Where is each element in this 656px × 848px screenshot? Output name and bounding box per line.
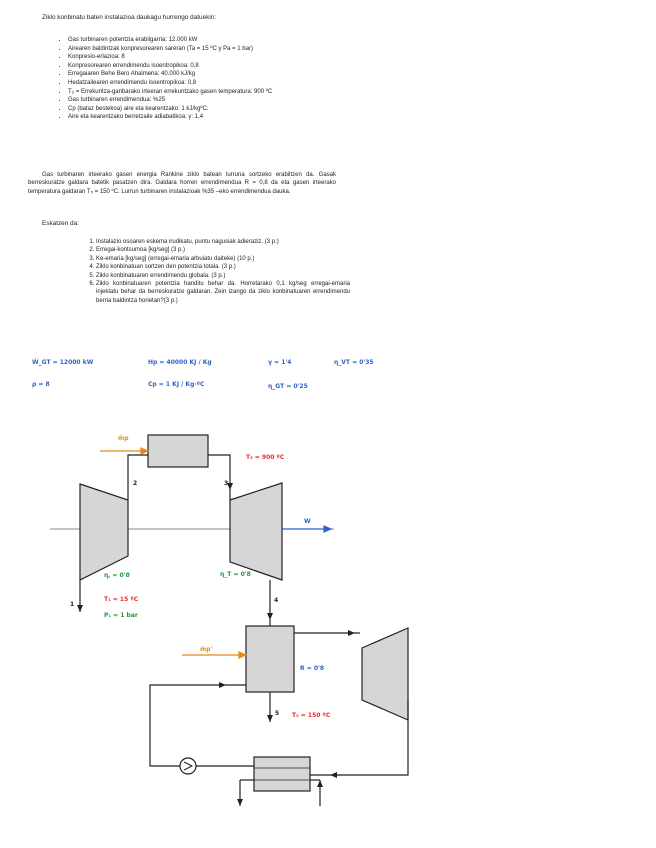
task-item: 4. Ziklo konbinatuan sortzen den potentzia totala. (3 p.) <box>96 263 350 271</box>
fuel2-arrow-head <box>239 652 246 658</box>
flow-arrow-icon <box>237 799 243 806</box>
point-3-label: 3 <box>224 480 229 487</box>
intro-text: Ziklo konbinatu baten instalazioa daukagu hurrengo datuekin: <box>42 14 217 21</box>
hrsg-shape <box>246 626 294 692</box>
line-compressor-to-chamber <box>128 455 148 500</box>
note-gas-turbine-power: Ẇ_GT = 12000 kW <box>32 359 94 366</box>
fuel-flow-label: ṁp <box>118 435 129 442</box>
note-steam-efficiency: η_VT = 0'35 <box>334 359 374 366</box>
work-arrow-head <box>324 526 331 532</box>
given-item: • Gas turbinaren errendimendua: %25 <box>68 96 348 105</box>
turbine-efficiency-label: η_T = 0'8 <box>220 571 251 578</box>
given-item: • Konpresorearen errendimendu isoentropikoa: 0,8 <box>68 62 348 71</box>
flow-arrow-icon <box>317 780 323 787</box>
given-item: • Hedatzailearen errendimendu isoentropikoa: 0,8 <box>68 79 348 88</box>
point-4-label: 4 <box>274 597 279 604</box>
fuel-arrow-head <box>141 448 148 454</box>
ask-heading: Eskatzen da: <box>42 220 79 227</box>
given-item: • Gas turbinaren potentzia erabilgarria: 12.000 kW <box>68 36 348 45</box>
problem-paragraph: Gas turbinaren irteerako gasen energia Rankine ziklo batean lurruna sortzeko erabiltzen da. Gasak berreskuratze galdara batetik pasatzen dira. Galdara horren errendimendua R = 0,8 da eta gasen irteerako temperatura galdaran T₅ = 150 ºC. Lurrun turbinaren instalazioak %35 –eko errendimendua dauka. <box>28 172 336 195</box>
pump-shape <box>180 758 196 774</box>
given-item: • Konpresio-erlazioa: 8 <box>68 53 348 62</box>
task-item: 5. Ziklo konbinatuaren errendimendu globala. (3 p.) <box>96 272 350 280</box>
note-cp: Cp = 1 KJ / Kg·ºC <box>148 381 205 388</box>
condenser-shape <box>254 757 310 791</box>
task-item: 3. Ke-emaria [kg/seg] (erregai-emaria arbuiatu daiteke) (10 p.) <box>96 255 350 263</box>
note-gas-efficiency: η_GT = 0'25 <box>268 383 308 390</box>
task-item: 1. Instalazio osoaren eskema irudikatu, puntu nagusiak adieraziz. (3 p.) <box>96 238 350 246</box>
fuel2-flow-label: ṁp' <box>200 646 213 653</box>
task-item: 2. Erregai-kontsumoa [kg/seg] (3 p.) <box>96 246 350 254</box>
flow-arrow-icon <box>219 682 226 688</box>
gas-turbine-shape <box>230 483 282 580</box>
combustion-chamber-shape <box>148 435 208 467</box>
point-2-label: 2 <box>133 480 138 487</box>
compressor-shape <box>80 484 128 580</box>
given-item: • Cp (bataz bestekoa) aire eta kearentzako: 1 kJ/kgºC. <box>68 105 348 114</box>
given-item: • Erregaiaren Behe Bero Ahalmena: 40.000 kJ/kg <box>68 70 348 79</box>
flow-arrow-icon <box>267 715 273 722</box>
note-pressure-ratio: ρ = 8 <box>32 381 50 388</box>
t5-label: T₅ = 150 ºC <box>292 712 331 719</box>
given-item: • T₃ = Errekuntza-ganbarako irteeran errekuntzako gasen temperatura: 900 ºC <box>68 88 348 97</box>
hrsg-efficiency-label: R = 0'8 <box>300 665 325 672</box>
t1-label: T₁ = 15 ºC <box>104 596 139 603</box>
flow-arrow-icon <box>348 630 355 636</box>
t3-label: T₃ = 900 ºC <box>246 454 285 461</box>
flow-arrow-icon <box>330 772 337 778</box>
task-item: 6. Ziklo konbinatuaren potentzia handitu behar da. Horretarako 0,1 kg/seg erregai-emaria injektatu behar da berreskuratze galdaran. Zein izango da ziklo konbinatuaren errendimendu berria baldintza horietan?(3 p.) <box>96 280 350 305</box>
line-pump-to-hrsg <box>150 685 246 766</box>
given-item: • Airearen baldintzak konpresorearen sareran (Ta = 15 ºC y Pa = 1 bar) <box>68 45 348 54</box>
note-heating-value: Hp = 40000 KJ / Kg <box>148 359 212 366</box>
flow-arrow-icon <box>77 605 83 612</box>
compressor-efficiency-label: η꜀ = 0'8 <box>104 572 130 579</box>
work-label: W <box>304 518 311 525</box>
note-gamma: γ = 1'4 <box>268 359 292 366</box>
p1-label: P₁ = 1 bar <box>104 612 138 619</box>
given-item: • Aire eta kearentzako berretzaile adiabatikoa: γ: 1,4 <box>68 113 348 122</box>
line-chamber-to-turbine <box>208 455 230 500</box>
point-5-label: 5 <box>275 710 280 717</box>
point-1-label: 1 <box>70 601 75 608</box>
steam-turbine-shape <box>362 628 408 720</box>
flow-arrow-icon <box>267 613 273 620</box>
